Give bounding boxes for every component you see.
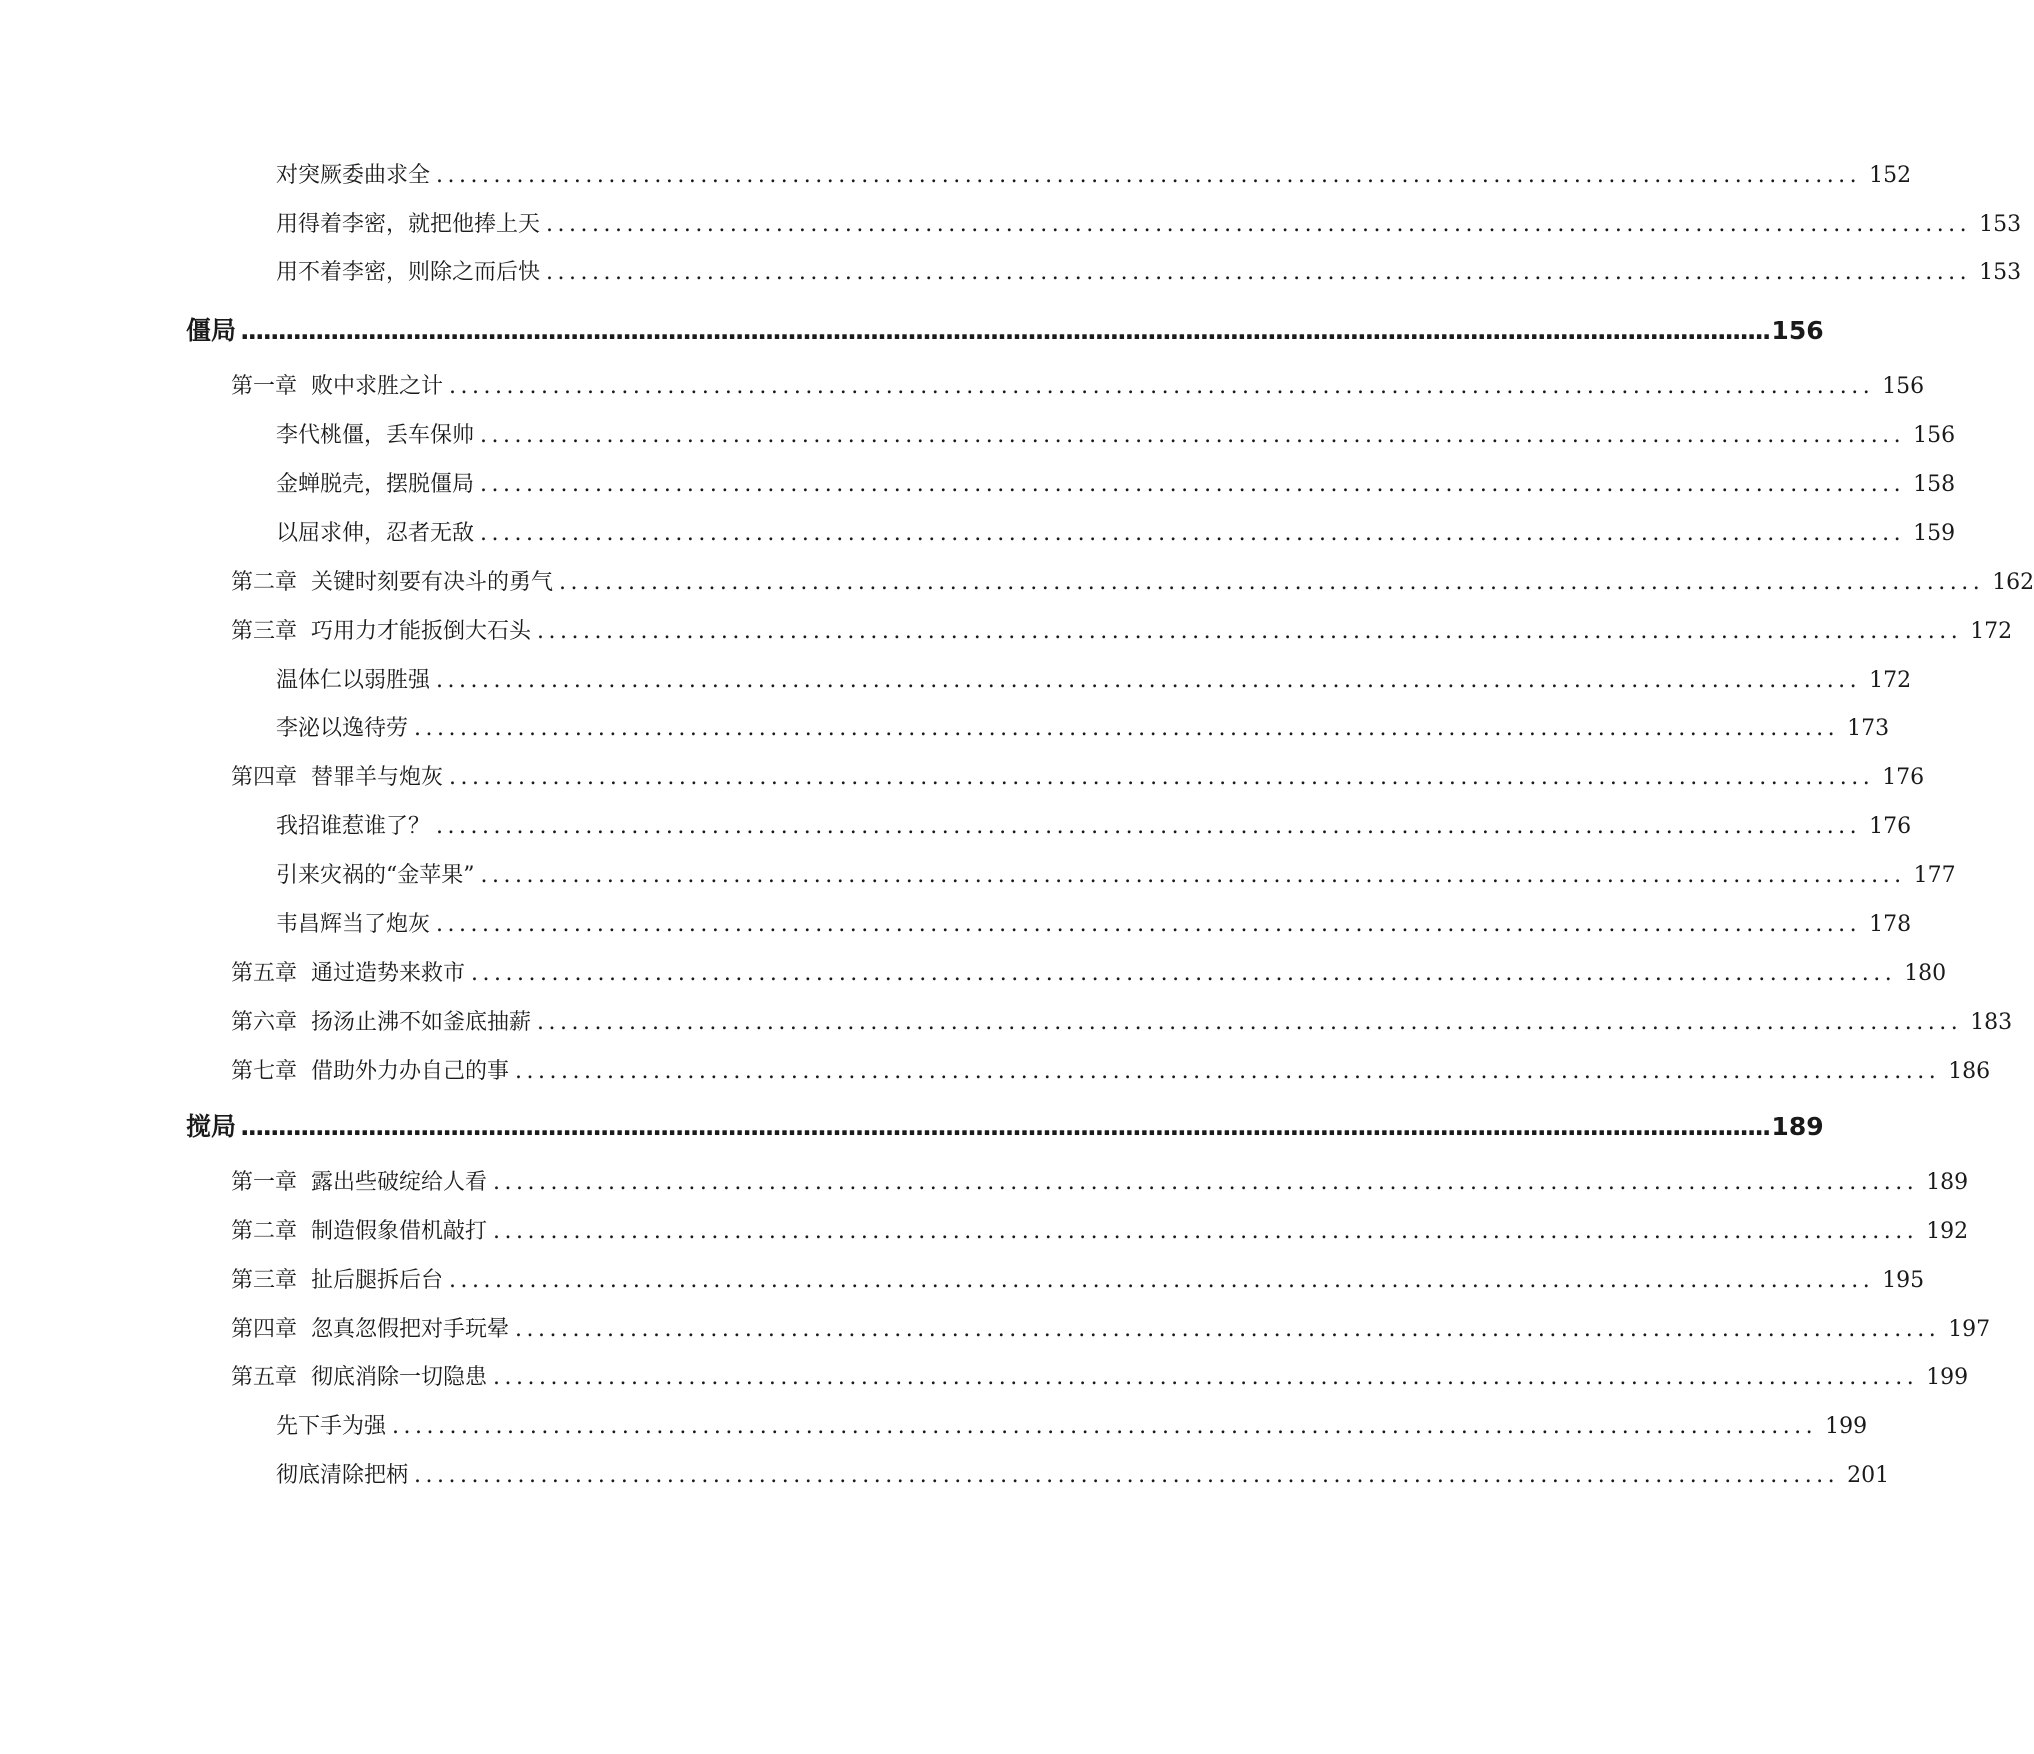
toc-chapter-entry[interactable] — [231, 1005, 2013, 1036]
dot-leader: ............................................................................................................................................................................................................ — [240, 1112, 1770, 1141]
toc-entry-page: 180 — [1904, 961, 1947, 986]
dot-leader: ............................................................................................................................ — [515, 1059, 1941, 1084]
dot-leader: ............................................................................................................................ — [414, 716, 1840, 741]
toc-entry-page: 189 — [1926, 1170, 1969, 1195]
toc-entry-page: 197 — [1948, 1317, 1991, 1342]
toc-entry-page: 176 — [1882, 765, 1925, 790]
toc-chapter-entry[interactable] — [231, 1165, 1969, 1196]
toc-entry-title: 韦昌辉当了炮灰 — [276, 912, 431, 937]
toc-chapter-entry[interactable] — [231, 956, 1947, 987]
chapter-title: 关键时刻要有决斗的勇气 — [311, 570, 554, 595]
toc-part-page: 189 — [1771, 1112, 1824, 1141]
toc-entry-title: 用得着李密，就把他捧上天 — [276, 212, 541, 237]
toc-entry-page: 156 — [1882, 374, 1925, 399]
toc-entry-title: 彻底清除把柄 — [276, 1463, 409, 1488]
toc-chapter-entry[interactable] — [231, 565, 2034, 596]
toc-entry-page: 162 — [1992, 570, 2034, 595]
chapter-label: 第三章 — [231, 619, 298, 644]
toc-entry-page: 158 — [1913, 472, 1956, 497]
toc-entry-title: 对突厥委曲求全 — [276, 163, 431, 188]
toc-entry-page: 195 — [1882, 1268, 1925, 1293]
dot-leader: ............................................................................................................................ — [546, 212, 1972, 237]
toc-entry-page: 156 — [1913, 423, 1956, 448]
toc-chapter-entry[interactable] — [231, 1054, 1991, 1085]
dot-leader: ............................................................................................................................ — [449, 765, 1875, 790]
chapter-title: 巧用力才能扳倒大石头 — [311, 619, 532, 644]
chapter-title: 忽真忽假把对手玩晕 — [311, 1317, 510, 1342]
toc-entry-page: 153 — [1979, 212, 2022, 237]
toc-entry-page: 199 — [1926, 1365, 1969, 1390]
toc-entry[interactable] — [276, 158, 1912, 189]
chapter-title: 败中求胜之计 — [311, 374, 444, 399]
toc-entry-title: 李代桃僵，丢车保帅 — [276, 423, 475, 448]
toc-chapter-entry[interactable] — [231, 1214, 1969, 1245]
dot-leader: ............................................................................................................................ — [449, 1268, 1875, 1293]
dot-leader: ............................................................................................................................ — [436, 912, 1862, 937]
dot-leader: ............................................................................................................................ — [546, 260, 1972, 285]
dot-leader: ............................................................................................................................ — [493, 1219, 1919, 1244]
toc-entry-page: 199 — [1825, 1414, 1868, 1439]
toc-entry-title: 金蝉脱壳，摆脱僵局 — [276, 472, 475, 497]
toc-chapter-entry[interactable] — [231, 369, 1925, 400]
dot-leader: ............................................................................................................................ — [537, 619, 1963, 644]
chapter-title: 通过造势来救市 — [311, 961, 466, 986]
toc-entry-title: 引来灾祸的“金苹果” — [276, 863, 475, 888]
chapter-label: 第七章 — [231, 1059, 298, 1084]
toc-chapter-entry[interactable] — [231, 1263, 1925, 1294]
chapter-label: 第一章 — [231, 1170, 298, 1195]
dot-leader: ............................................................................................................................ — [414, 1463, 1840, 1488]
dot-leader: ............................................................................................................................ — [449, 374, 1875, 399]
dot-leader: ............................................................................................................................ — [480, 423, 1906, 448]
toc-entry[interactable] — [276, 809, 1912, 840]
chapter-label: 第五章 — [231, 1365, 298, 1390]
toc-entry[interactable] — [276, 207, 2022, 238]
dot-leader: ............................................................................................................................ — [392, 1414, 1818, 1439]
toc-part-entry[interactable] — [186, 311, 1824, 347]
toc-part-page: 156 — [1771, 316, 1824, 345]
dot-leader: ............................................................................................................................................................................................................ — [240, 316, 1770, 345]
chapter-label: 第六章 — [231, 1010, 298, 1035]
chapter-label: 第五章 — [231, 961, 298, 986]
toc-chapter-entry[interactable] — [231, 1312, 1991, 1343]
chapter-label: 第四章 — [231, 1317, 298, 1342]
toc-entry[interactable] — [276, 1409, 1868, 1440]
toc-part-title: 搅局 — [186, 1112, 237, 1141]
chapter-label: 第二章 — [231, 570, 298, 595]
toc-entry-page: 176 — [1869, 814, 1912, 839]
toc-entry[interactable] — [276, 663, 1912, 694]
dot-leader: ............................................................................................................................ — [480, 863, 1906, 888]
toc-entry-page: 178 — [1869, 912, 1912, 937]
toc-part-entry[interactable] — [186, 1107, 1824, 1143]
dot-leader: ............................................................................................................................ — [436, 668, 1862, 693]
dot-leader: ............................................................................................................................ — [436, 814, 1862, 839]
toc-entry-page: 172 — [1869, 668, 1912, 693]
toc-chapter-entry[interactable] — [231, 1360, 1969, 1391]
toc-entry[interactable] — [276, 858, 1956, 889]
chapter-title: 借助外力办自己的事 — [311, 1059, 510, 1084]
toc-entry[interactable] — [276, 516, 1956, 547]
chapter-title: 制造假象借机敲打 — [311, 1219, 488, 1244]
dot-leader: ............................................................................................................................ — [515, 1317, 1941, 1342]
toc-entry[interactable] — [276, 907, 1912, 938]
chapter-title: 彻底消除一切隐患 — [311, 1365, 488, 1390]
dot-leader: ............................................................................................................................ — [559, 570, 1985, 595]
toc-entry-page: 172 — [1970, 619, 2013, 644]
toc-entry-title: 用不着李密，则除之而后快 — [276, 260, 541, 285]
toc-entry-title: 先下手为强 — [276, 1414, 387, 1439]
toc-chapter-entry[interactable] — [231, 760, 1925, 791]
dot-leader: ............................................................................................................................ — [436, 163, 1862, 188]
dot-leader: ............................................................................................................................ — [471, 961, 1897, 986]
chapter-label: 第二章 — [231, 1219, 298, 1244]
toc-entry-title: 我招谁惹谁了？ — [276, 814, 431, 839]
dot-leader: ............................................................................................................................ — [537, 1010, 1963, 1035]
toc-part-title: 僵局 — [186, 316, 237, 345]
toc-entry-page: 201 — [1847, 1463, 1890, 1488]
toc-entry[interactable] — [276, 255, 2022, 286]
toc-entry-page: 183 — [1970, 1010, 2013, 1035]
chapter-title: 扯后腿拆后台 — [311, 1268, 444, 1293]
toc-entry-title: 李泌以逸待劳 — [276, 716, 409, 741]
toc-entry[interactable] — [276, 418, 1956, 449]
dot-leader: ............................................................................................................................ — [493, 1365, 1919, 1390]
toc-entry[interactable] — [276, 711, 1890, 742]
dot-leader: ............................................................................................................................ — [480, 521, 1906, 546]
toc-entry-page: 173 — [1847, 716, 1890, 741]
toc-entry-page: 177 — [1913, 863, 1956, 888]
chapter-title: 扬汤止沸不如釜底抽薪 — [311, 1010, 532, 1035]
chapter-label: 第一章 — [231, 374, 298, 399]
chapter-label: 第三章 — [231, 1268, 298, 1293]
toc-entry-page: 192 — [1926, 1219, 1969, 1244]
toc-chapter-entry[interactable] — [231, 614, 2013, 645]
toc-entry[interactable] — [276, 467, 1956, 498]
toc-entry-title: 温体仁以弱胜强 — [276, 668, 431, 693]
chapter-title: 替罪羊与炮灰 — [311, 765, 444, 790]
toc-entry[interactable] — [276, 1458, 1890, 1489]
toc-entry-page: 186 — [1948, 1059, 1991, 1084]
dot-leader: ............................................................................................................................ — [493, 1170, 1919, 1195]
toc-entry-page: 159 — [1913, 521, 1956, 546]
toc-entry-page: 153 — [1979, 260, 2022, 285]
toc-entry-title: 以屈求伸，忍者无敌 — [276, 521, 475, 546]
dot-leader: ............................................................................................................................ — [480, 472, 1906, 497]
toc-entry-page: 152 — [1869, 163, 1912, 188]
chapter-title: 露出些破绽给人看 — [311, 1170, 488, 1195]
chapter-label: 第四章 — [231, 765, 298, 790]
